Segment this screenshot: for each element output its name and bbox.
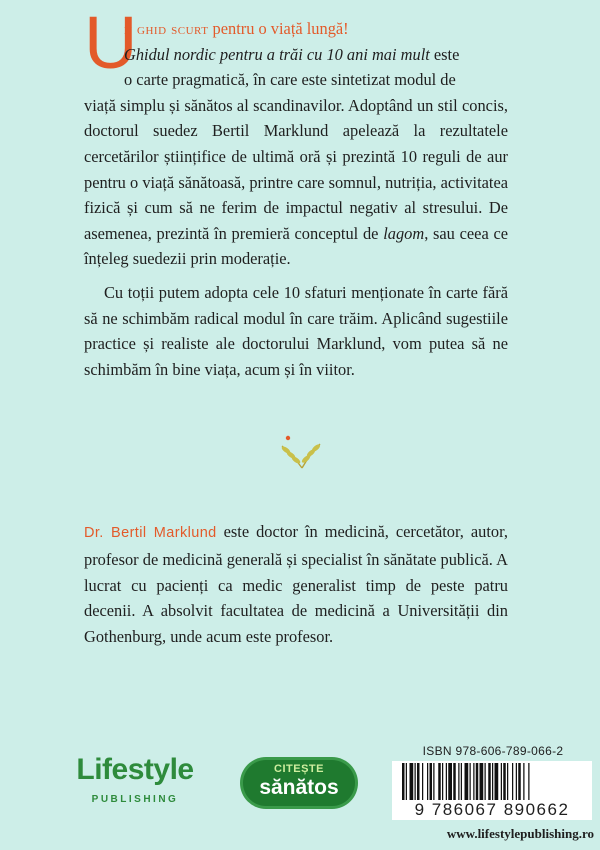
publisher-sub: PUBLISHING	[91, 794, 179, 805]
website-url: www.lifestylepublishing.ro	[446, 826, 594, 841]
barcode-bar	[495, 763, 499, 801]
blurb-p2-text: Cu toții putem adopta cele 10 sfaturi menționate în carte fără să ne schimbăm radical modul în care trăim. Aplicând sugestiile practice și realiste ale doctorului Marklund, vom putea să ne schimbăm în bine viața, acum și în viitor.	[84, 283, 508, 379]
blurb-lead-rest: pentru o viață lungă!	[208, 19, 349, 38]
series-top: CITEȘTE	[274, 763, 324, 775]
barcode-bar	[480, 763, 484, 801]
barcode-bar	[507, 763, 508, 801]
barcode-bar	[438, 763, 441, 801]
barcode-bar	[422, 763, 423, 801]
barcode-bar	[523, 763, 524, 801]
isbn-label: ISBN 978-606-789-066-2	[422, 744, 564, 758]
drop-cap: U	[84, 1, 138, 84]
barcode-bar	[448, 763, 452, 801]
blurb-title-after: este	[429, 44, 460, 64]
barcode-bar	[442, 763, 443, 801]
barcode-bar	[503, 763, 506, 801]
barcode-bar	[430, 763, 433, 801]
barcode-bar	[470, 763, 471, 801]
series-bottom: sănătos	[259, 776, 339, 799]
barcode-bar	[415, 763, 416, 801]
barcode-bar	[446, 763, 447, 801]
barcode-bar	[465, 763, 469, 801]
barcode-bar	[461, 763, 462, 801]
barcode-bars	[396, 763, 588, 801]
book-title: Ghidul nordic pentru a trăi cu 10 ani mai mult	[124, 44, 430, 64]
barcode-bar	[453, 763, 456, 801]
barcode-bar	[473, 763, 474, 801]
barcode-bar	[458, 763, 459, 801]
barcode-bar	[518, 763, 521, 801]
barcode-bar	[528, 763, 529, 801]
barcode-bar	[516, 763, 517, 801]
author-bio	[84, 519, 508, 650]
blurb-paragraph-2	[84, 280, 508, 382]
barcode-bar	[512, 763, 513, 801]
blurb-body-a: viață simplu și sănătos al scandinavilor. Adoptând un stil concis, doctorul suedez Bertil Marklund apelează la rezultatele cercetărilor științifice de ultimă oră și prezintă 10 reguli de aur pentru o viață sănătoasă, printre care somnul, nutriția, activitatea fizică și cum să ne ferim de impactul negativ al stresului. De asemenea, prezintă în premieră conceptul de	[84, 95, 508, 243]
barcode-bar	[501, 763, 502, 801]
barcode-bar	[492, 763, 493, 801]
barcode-bar	[417, 763, 420, 801]
publisher-brand: Lifestyle	[76, 753, 194, 786]
publisher-logo	[76, 752, 194, 812]
barcode-bar	[427, 763, 428, 801]
series-logo	[240, 757, 358, 809]
barcode-bar	[433, 763, 434, 801]
barcode-digits: 9 786067 890662	[392, 800, 592, 820]
lagom-term: lagom	[383, 223, 425, 243]
author-bio-text: este doctor în medicină, cercetător, autor, profesor de medicină generală și specialist în sănătate publică. A lucrat cu pacienți ca medic generalist timp de peste patru decenii. A absolvit facultatea de medicină a Universității din Gothenburg, unde acum este profesor.	[84, 522, 508, 647]
author-name: Dr. Bertil Marklund	[84, 525, 217, 541]
barcode-bar	[476, 763, 479, 801]
barcode-bar	[485, 763, 486, 801]
wheat-ornament-icon	[276, 432, 326, 472]
barcode-bar	[410, 763, 414, 801]
blurb-lead: n ghid scurt	[124, 19, 209, 38]
blurb-body-b: , sau ceea ce înțeleg suedezii prin moderație.	[84, 223, 509, 269]
blurb-line-3: o carte pragmatică, în care este sintetizat modul de	[124, 70, 456, 90]
barcode-bar	[406, 763, 407, 801]
blurb-paragraph-1	[84, 16, 509, 272]
blurb-body	[84, 93, 508, 272]
barcode-bar	[488, 763, 491, 801]
barcode-bar	[402, 763, 405, 801]
